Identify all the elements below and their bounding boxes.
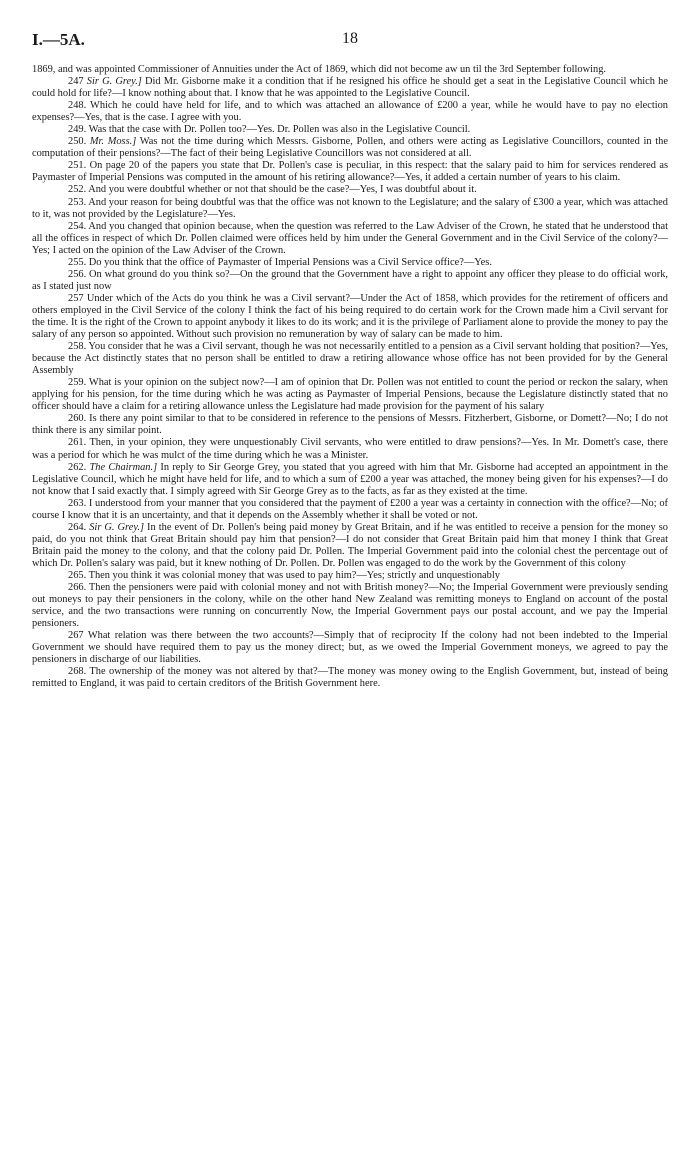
testimony-paragraph [32, 437, 668, 461]
paragraph-text: 1869, and was appointed Commissioner of Annuities under the Act of 1869, which did not become aw un til the 3rd September following. [32, 64, 606, 75]
paragraph-text: Then the pensioners were paid with colonial money and not with British money?—No; the Imperial Government were previously sending out moneys to pay their pensioners in the colony, while on the other hand New Zealand was remitting moneys to England on account of the postal service, and the two transactions were running on concurrently Now, the Imperial Government pays our postal account, and we pay the Imperial pensioners. [32, 582, 668, 630]
testimony-paragraph [32, 124, 668, 136]
speaker-label: Sir G. Grey.] [89, 521, 144, 533]
question-number: 258. [68, 341, 87, 353]
page-header [32, 30, 668, 64]
paragraph-text: In reply to Sir George Grey, you stated that you agreed with him that Mr. Gisborne had accepted an appointment in the Legislative Council, which he might have held for life, and to which a sum of £200 a year was attached, the money being given for his expenses?—I do not know that I said exactly that. I simply agreed with Sir George Grey as to the facts, as far as they existed at the time. [32, 461, 668, 497]
testimony-paragraph [32, 136, 668, 160]
question-number: 266. [68, 582, 87, 594]
paragraph-text: I understood from your manner that you considered that the payment of £200 a year was a certainty in connection with the office?—No; of course I know that it is an uncertainty, and that it depends on the Assembly whether it shall be voted or not. [32, 497, 668, 521]
question-number: 259. [68, 377, 87, 389]
testimony-paragraph [32, 269, 668, 293]
paragraph-text: Did Mr. Gisborne make it a condition that if he resigned his office he should get a seat in the Legislative Council which he could hold for life?—I know nothing about that. I know that he was appointed to the Legislative Council. [32, 76, 668, 100]
question-number: 251. [68, 160, 87, 172]
paragraph-text: Do you think that the office of Paymaster of Imperial Pensions was a Civil Service office?—Yes. [88, 256, 492, 268]
testimony-paragraph [32, 184, 668, 196]
question-number: 263. [68, 497, 87, 509]
paragraph-text: On page 20 of the papers you state that Dr. Pollen's case is peculiar, in this respect: that the salary paid to him for services rendered as Paymaster of Imperial Pensions was computed in the amount of his retiring allowance?—Yes, it added a certain number of years to his claim. [32, 160, 668, 184]
question-number: 253. [68, 196, 87, 208]
speaker-label: The Chairman.] [89, 461, 158, 473]
testimony-paragraph [32, 160, 668, 184]
question-number: 262. [68, 461, 87, 473]
testimony-paragraph [32, 630, 668, 666]
paper-reference: I.—5A. [32, 30, 85, 49]
testimony-paragraph [32, 570, 668, 582]
question-number: 267 [68, 630, 84, 642]
paragraph-text: Which he could have held for life, and to which was attached an allowance of £200 a year, while he would have to pay no election expenses?—Yes, that is the case. I agree with you. [32, 100, 668, 124]
speaker-label: Mr. Moss.] [89, 136, 137, 148]
testimony-paragraph [32, 462, 668, 498]
paragraph-text: What relation was there between the two accounts?—Simply that of reciprocity If the colony had not been indebted to the Imperial Government we should have required them to pay us the money direct; but, as we owed the Imperial Government moneys, we agreed to pay the pensioners in discharge of our liabilities. [32, 630, 668, 666]
testimony-paragraph [32, 498, 668, 522]
page-number: 18 [342, 30, 358, 47]
question-number: 265. [68, 569, 87, 581]
testimony-paragraph [32, 522, 668, 570]
paragraph-text: On what ground do you think so?—On the ground that the Government have a right to appoint any officer they please to do official work, as I stated just now [32, 268, 668, 292]
testimony-paragraph [32, 293, 668, 341]
testimony-paragraph [32, 221, 668, 257]
question-number: 260. [68, 413, 87, 425]
paragraph-text: Was that the case with Dr. Pollen too?—Yes. Dr. Pollen was also in the Legislative Council. [88, 124, 471, 136]
question-number: 261. [68, 437, 87, 449]
question-number: 247 [68, 76, 84, 88]
paragraph-text: And you changed that opinion because, when the question was referred to the Law Adviser of the Crown, he stated that he understood that all the offices in respect of which Dr. Pollen claimed were offices held by him under the General Government and in the Civil Service of the colony?—Yes; I acted on the opinion of the Law Adviser of the Crown. [32, 220, 669, 256]
testimony-paragraph [32, 76, 668, 100]
paragraph-text: Was not the time during which Messrs. Gisborne, Pollen, and others were acting as Legislative Councillors, counted in the computation of their pensions?—The fact of their being Legislative Councillors was not considered at all. [32, 136, 668, 160]
paragraph-text: The ownership of the money was not altered by that?—The money was money owing to the English Government, but, instead of being remitted to England, it was paid to certain creditors of the British Government here. [32, 666, 668, 690]
paragraph-text: In the event of Dr. Pollen's being paid money by Great Britain, and if he was entitled to receive a pension for the money so paid, do you not think that Great Britain should pay him that pension?—I do not consider that Great Britain paid him that money I think that Great Britain paid the money to the colony, and that the colony paid Dr. Pollen. The Imperial Government paid into the colonial chest the percentage out of which Dr. Pollen's salary was paid, but it knew nothing of Dr. Pollen. Dr. Pollen was engaged to do the work by the Government of this colony [32, 521, 668, 569]
paragraph-text: You consider that he was a Civil servant, though he was not necessarily entitled to a pension as a Civil servant holding that position?—Yes, because the Act distinctly states that no person shall be entitled to draw a retiring allowance whose office has not been provided for by the General Assembly [32, 341, 669, 377]
question-number: 268. [68, 666, 87, 678]
question-number: 255. [68, 256, 87, 268]
question-number: 248. [68, 100, 87, 112]
paragraph-text: Is there any point similar to that to be considered in reference to the pensions of Messrs. Fitzherbert, Gisborne, or Domett?—No; I do not think there is any similar point. [32, 413, 668, 437]
paragraph-text: Under which of the Acts do you think he was a Civil servant?—Under the Act of 1858, which provides for the retirement of officers and others employed in the Civil Service of the colony I think the fact of his being required to do certain work for the Crown made him a Civil servant for the time. It is the right of the Crown to appoint anybody it likes to do its work; and it is the privilege of Parliament alone to provide the money to pay the salary of any person so appointed. Without such provision no remuneration by way of salary can be made to him. [32, 292, 668, 341]
testimony-paragraph [32, 341, 668, 377]
speaker-label: Sir G. Grey.] [86, 76, 142, 88]
testimony-body [32, 64, 668, 690]
testimony-paragraph [32, 64, 668, 76]
question-number: 254. [68, 220, 87, 232]
testimony-paragraph [32, 413, 668, 437]
question-number: 252. [68, 184, 87, 196]
testimony-paragraph [32, 257, 668, 269]
testimony-paragraph [32, 582, 668, 630]
paragraph-text: Then, in your opinion, they were unquestionably Civil servants, who were entitled to draw pensions?—Yes. In Mr. Domett's case, there was a period for which he was mulct of the time during which he was a Minister. [32, 437, 668, 461]
question-number: 264. [68, 521, 87, 533]
question-number: 257 [68, 292, 84, 304]
question-number: 249. [68, 124, 87, 136]
paragraph-text: And you were doubtful whether or not that should be the case?—Yes, I was doubtful about it. [88, 184, 477, 196]
testimony-paragraph [32, 377, 668, 413]
paragraph-text: Then you think it was colonial money that was used to pay him?—Yes; strictly and unquestionably [88, 569, 500, 581]
testimony-paragraph [32, 100, 668, 124]
testimony-paragraph [32, 666, 668, 690]
question-number: 256. [68, 268, 87, 280]
testimony-paragraph [32, 197, 668, 221]
paragraph-text: What is your opinion on the subject now?—I am of opinion that Dr. Pollen was not entitled to count the period or reckon the salary, when applying for his pension, for the time during which he was acting as Paymaster of Imperial Pensions, because the Legislature distinctly stated that no officer should have a claim for a retiring allowance unless the Legislature had made provision for the payment of his salary [32, 377, 668, 413]
paragraph-text: And your reason for being doubtful was that the office was not known to the Legislature; and the salary of £300 a year, which was attached to it, was not provided by the Legislature?—Yes. [32, 196, 668, 220]
question-number: 250. [68, 136, 87, 148]
